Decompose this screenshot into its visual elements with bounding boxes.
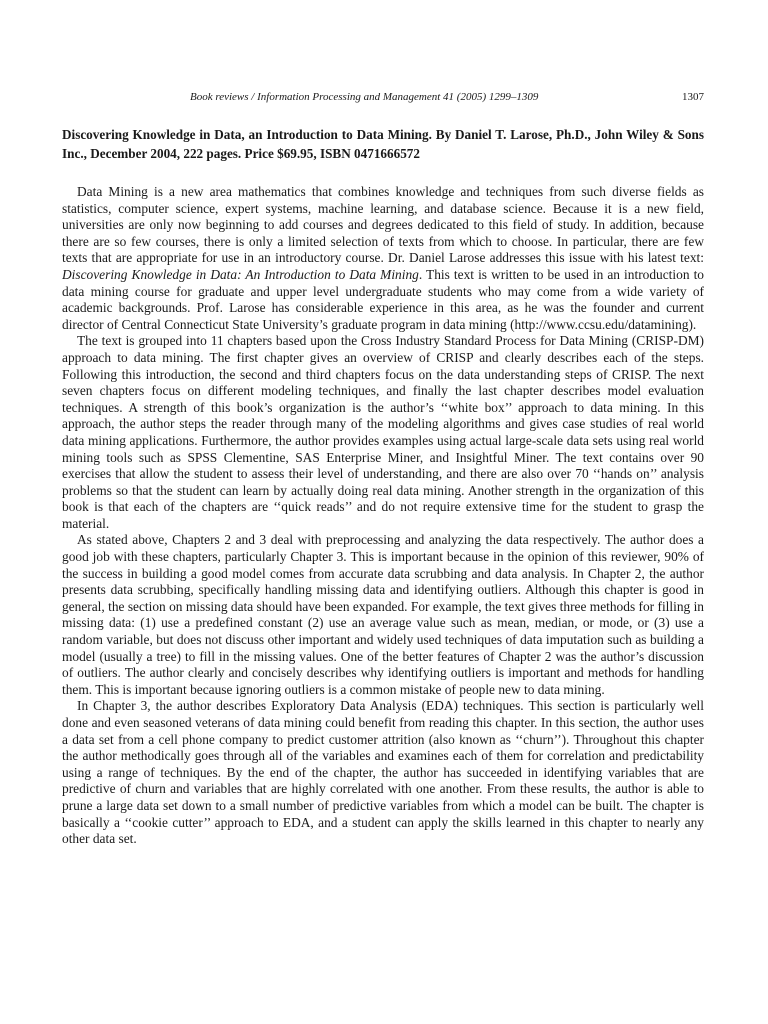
review-body — [62, 184, 704, 848]
paragraph-4: In Chapter 3, the author describes Exploratory Data Analysis (EDA) techniques. This section is particularly well done and even seasoned veterans of data mining could benefit from reading this chapter. In this section, the author uses a data set from a cell phone company to predict customer attrition (also known as ‘‘churn’’). Throughout this chapter the author methodically goes through all of the variables and examines each of them for correlation and predictability using a range of techniques. By the end of the chapter, the author has succeeded in identifying variables that are predictive of churn and variables that are highly correlated with one another. From these results, the author is able to prune a large data set down to a small number of predictive variables from which a model can be built. The chapter is basically a ‘‘cookie cutter’’ approach to EDA, and a student can apply the skills learned in this chapter to nearly any other data set. — [62, 698, 704, 847]
paragraph-3: As stated above, Chapters 2 and 3 deal with preprocessing and analyzing the data respectively. The author does a good job with these chapters, particularly Chapter 3. This is important because in the opinion of this reviewer, 90% of the success in building a good model comes from accurate data scrubbing and data analysis. In Chapter 2, the author presents data scrubbing, specifically handling missing data and identifying outliers. Although this chapter is good in general, the section on missing data should have been expanded. For example, the text gives three methods for filling in missing data: (1) use a predefined constant (2) use an average value such as mean, median, or mode, or (3) use a random variable, but does not discuss other important and widely used techniques of data imputation such as building a model (usually a tree) to fill in the missing values. One of the better features of Chapter 2 was the author’s discussion of outliers. The author clearly and concisely describes why identifying outliers is important and methods for handling them. This is important because ignoring outliers is a common mistake of people new to data mining. — [62, 532, 704, 697]
paragraph-1-text-a: Data Mining is a new area mathematics that combines knowledge and techniques from such diverse fields as statistics, computer science, expert systems, machine learning, and database science. Because it is a new field, universities are only now beginning to add courses and degrees dedicated to this field of study. In addition, because there are so few courses, there is only a limited selection of texts from which to choose. In particular, there are few texts that are appropriate for use in an introductory course. Dr. Daniel Larose addresses this issue with his latest text: — [62, 184, 704, 266]
page-number: 1307 — [682, 91, 704, 103]
paragraph-1-text-b: . This text is written to be used in an introduction to data mining course for graduate and upper level undergraduate students who may come from a wide variety of academic backgrounds. Prof. Larose has considerable experience in this area, as he was the founder and current director of Central Connecticut State University’s graduate program in data mining (http://www.ccsu.edu/datamining). — [62, 266, 704, 332]
journal-page — [62, 88, 704, 1008]
running-header — [62, 88, 704, 106]
paragraph-1 — [62, 184, 704, 333]
journal-citation: Book reviews / Information Processing and Management 41 (2005) 1299–1309 — [190, 91, 539, 103]
review-title: Discovering Knowledge in Data, an Introduction to Data Mining. By Daniel T. Larose, Ph.D., John Wiley & Sons Inc., December 2004, 222 pages. Price $69.95, ISBN 0471666572 — [62, 127, 704, 161]
paragraph-2: The text is grouped into 11 chapters based upon the Cross Industry Standard Process for Data Mining (CRISP-DM) approach to data mining. The first chapter gives an overview of CRISP and clearly describes each of the steps. Following this introduction, the second and third chapters focus on the data understanding steps of CRISP. The next seven chapters focus on different modeling techniques, and finally the last chapter describes model evaluation techniques. A strength of this book’s organization is the author’s ‘‘white box’’ approach to data mining. In this approach, the author steps the reader through many of the modeling algorithms and gives case studies of real world data mining applications. Furthermore, the author provides examples using actual large-scale data sets using real world mining tools such as SPSS Clementine, SAS Enterprise Miner, and Insightful Miner. The text contains over 90 exercises that allow the student to assess their level of understanding, and there are also over 70 ‘‘hands on’’ analysis problems so that the student can learn by actually doing real data mining. Another strength in the organization of this book is that each of the chapters are ‘‘quick reads’’ and do not require extensive time for the student to grasp the material. — [62, 333, 704, 531]
book-title-italic: Discovering Knowledge in Data: An Introduction to Data Mining — [62, 266, 419, 282]
